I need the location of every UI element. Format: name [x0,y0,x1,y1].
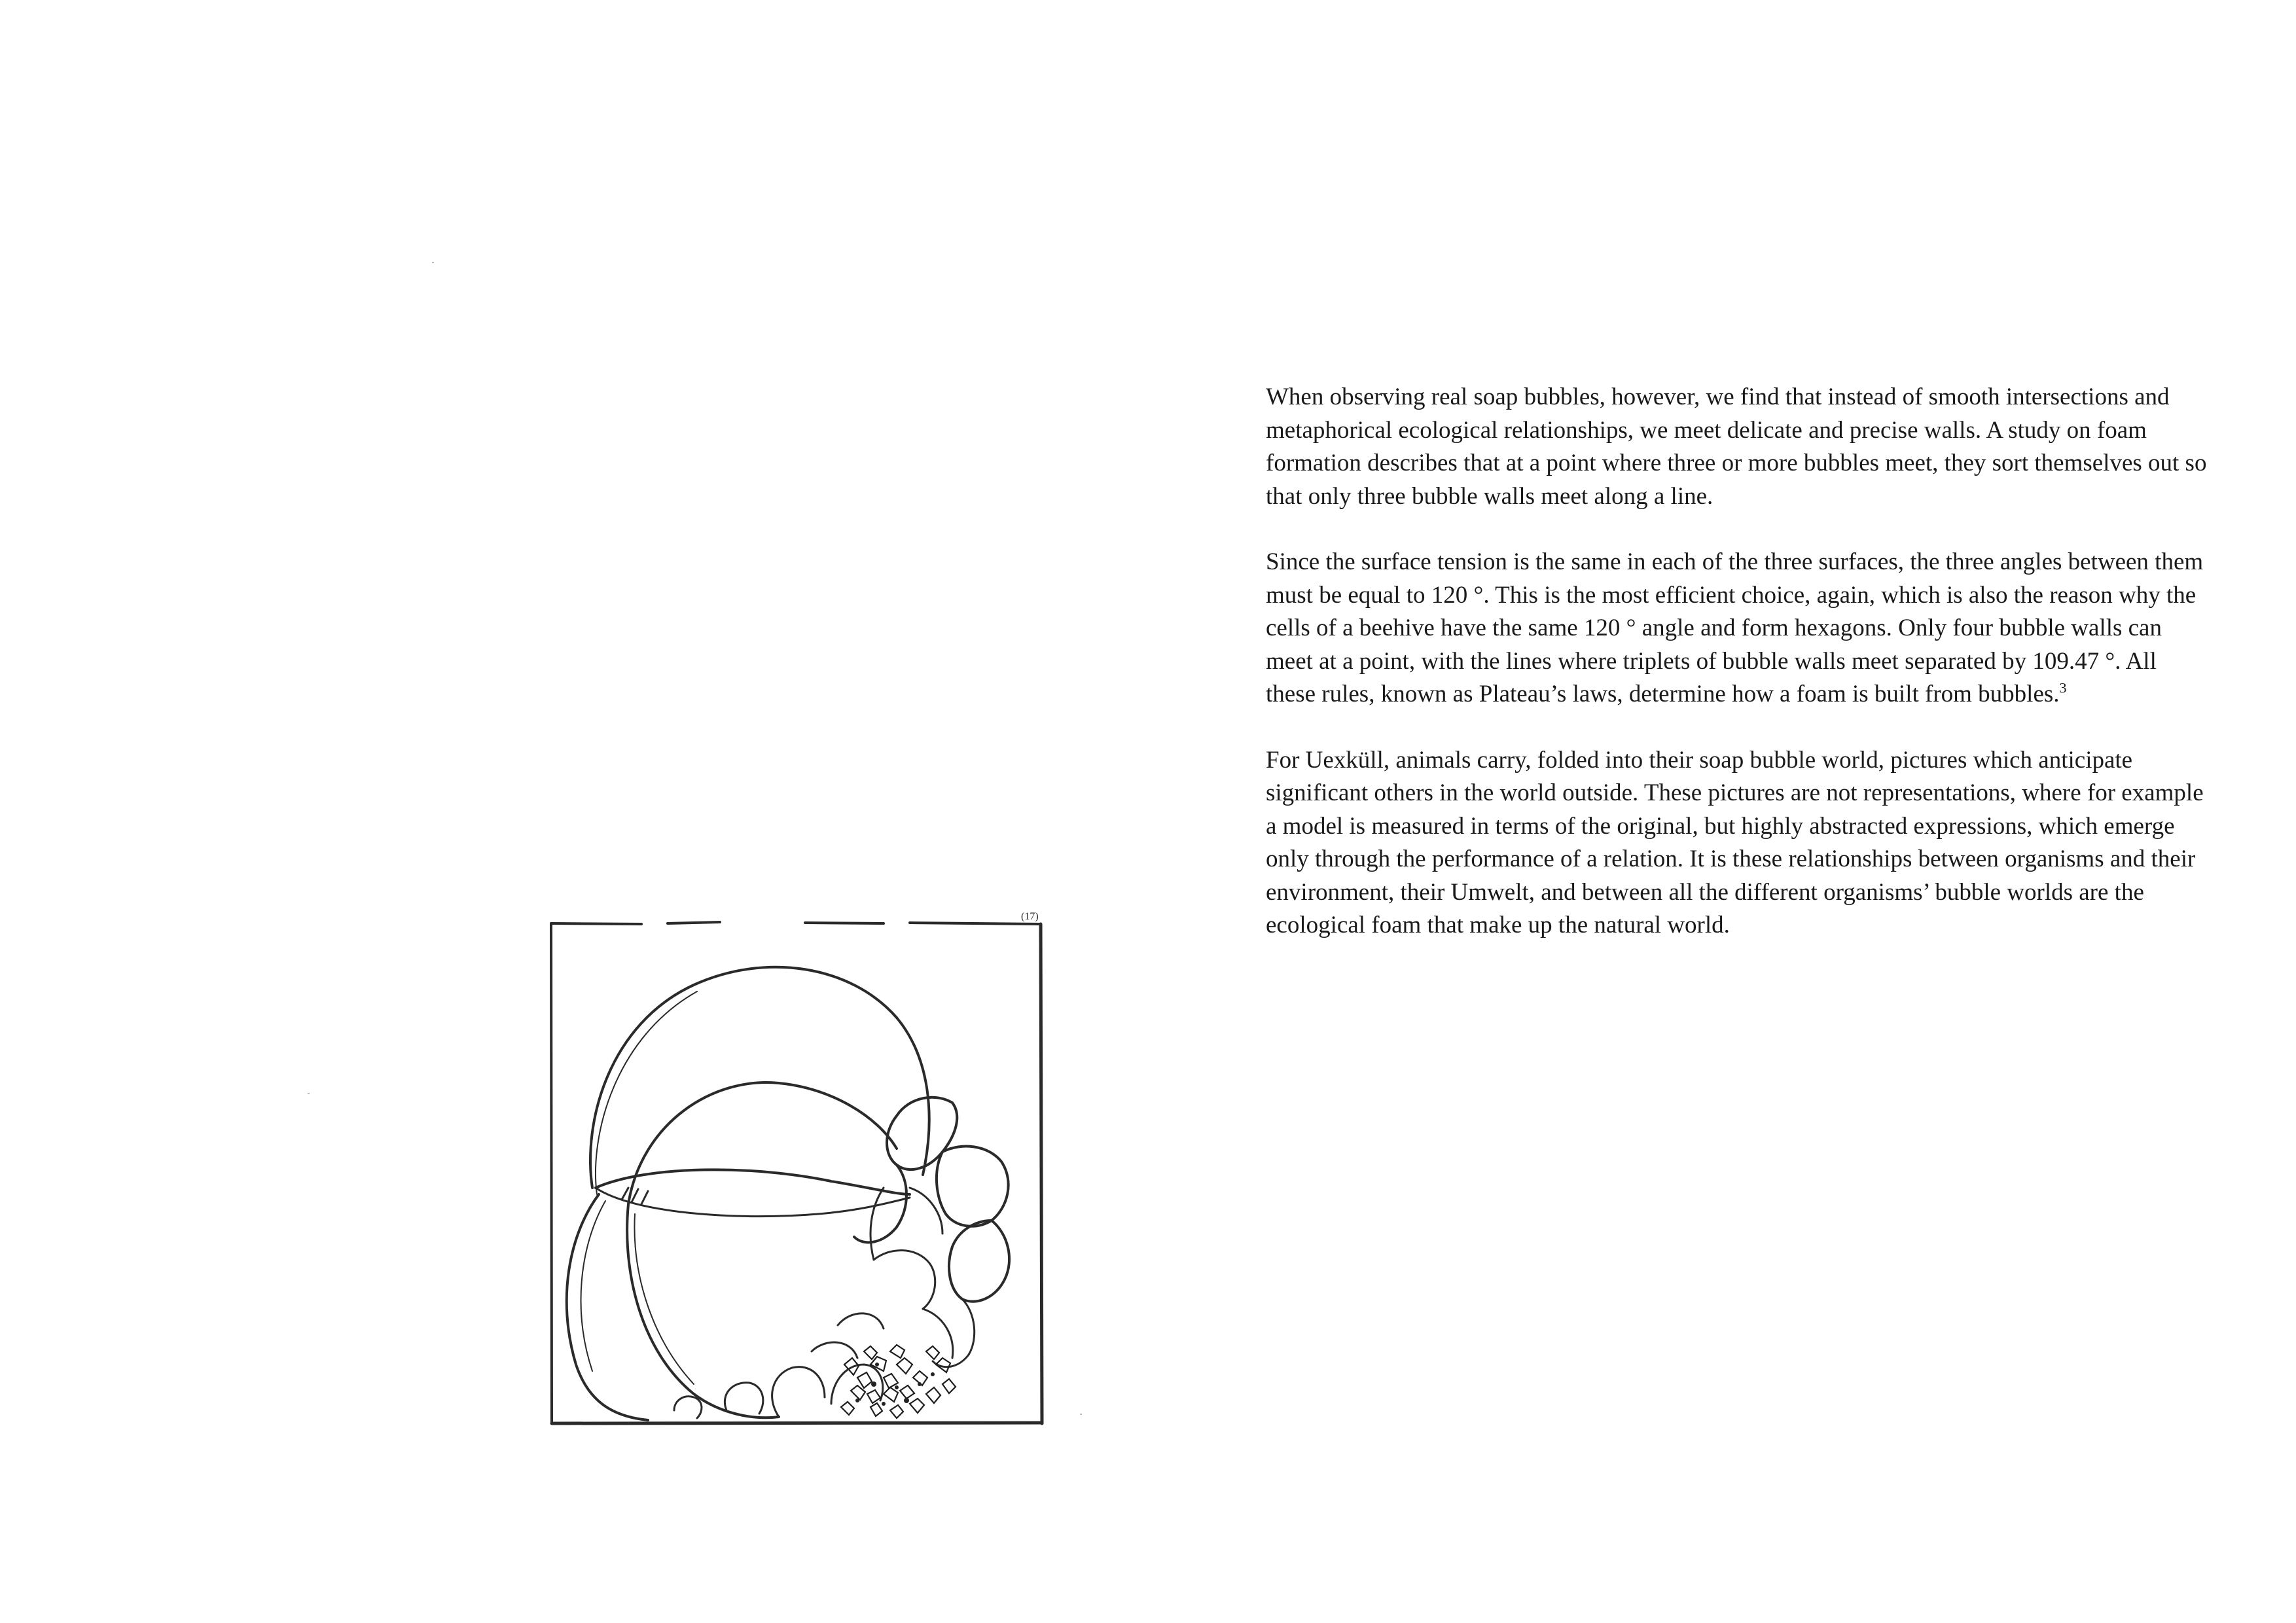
figure-number: (17) [1021,911,1039,922]
soap-bubbles-drawing-icon [543,906,1054,1430]
paragraph: For Uexküll, animals carry, folded into their soap bubble world, pictures which anticipate significant others in the world outside. These pictures are not representations, where for example a model is measured in terms of the original, but highly abstracted expressions, which emerge only through the performance of a relation. It is these relationships between organisms and their environment, their Umwelt, and between all the different organisms’ bubble worlds are the ecological foam that make up the natural world. [1266,746,2204,938]
footnote-reference: 3 [2059,679,2067,696]
page-speck [432,262,434,263]
paragraph-text: Since the surface tension is the same in each of the three surfaces, the three angles between them must be equal to 120 °. This is the most efficient choice, again, which is also the reason why the cells of a beehive have the same 120 ° angle and form hexagons. Only four bubble walls can meet at a point, with the lines where triplets of bubble walls meet separated by 109.47 °. All these rules, known as Plateau’s laws, determine how a foam is built from bubbles. [1266,548,2204,707]
page-speck [308,1093,310,1094]
soap-bubbles-illustration [543,906,1054,1430]
right-page [1148,0,2296,1623]
paragraph [1266,546,2208,711]
body-text [1266,381,2208,975]
paragraph: When observing real soap bubbles, however, we find that instead of smooth intersections and metaphorical ecological relationships, we meet delicate and precise walls. A study on foam formation describes that at a point where three or more bubbles meet, they sort themselves out so that only three bubble walls meet along a line. [1266,383,2207,510]
page-speck [1080,1414,1082,1415]
